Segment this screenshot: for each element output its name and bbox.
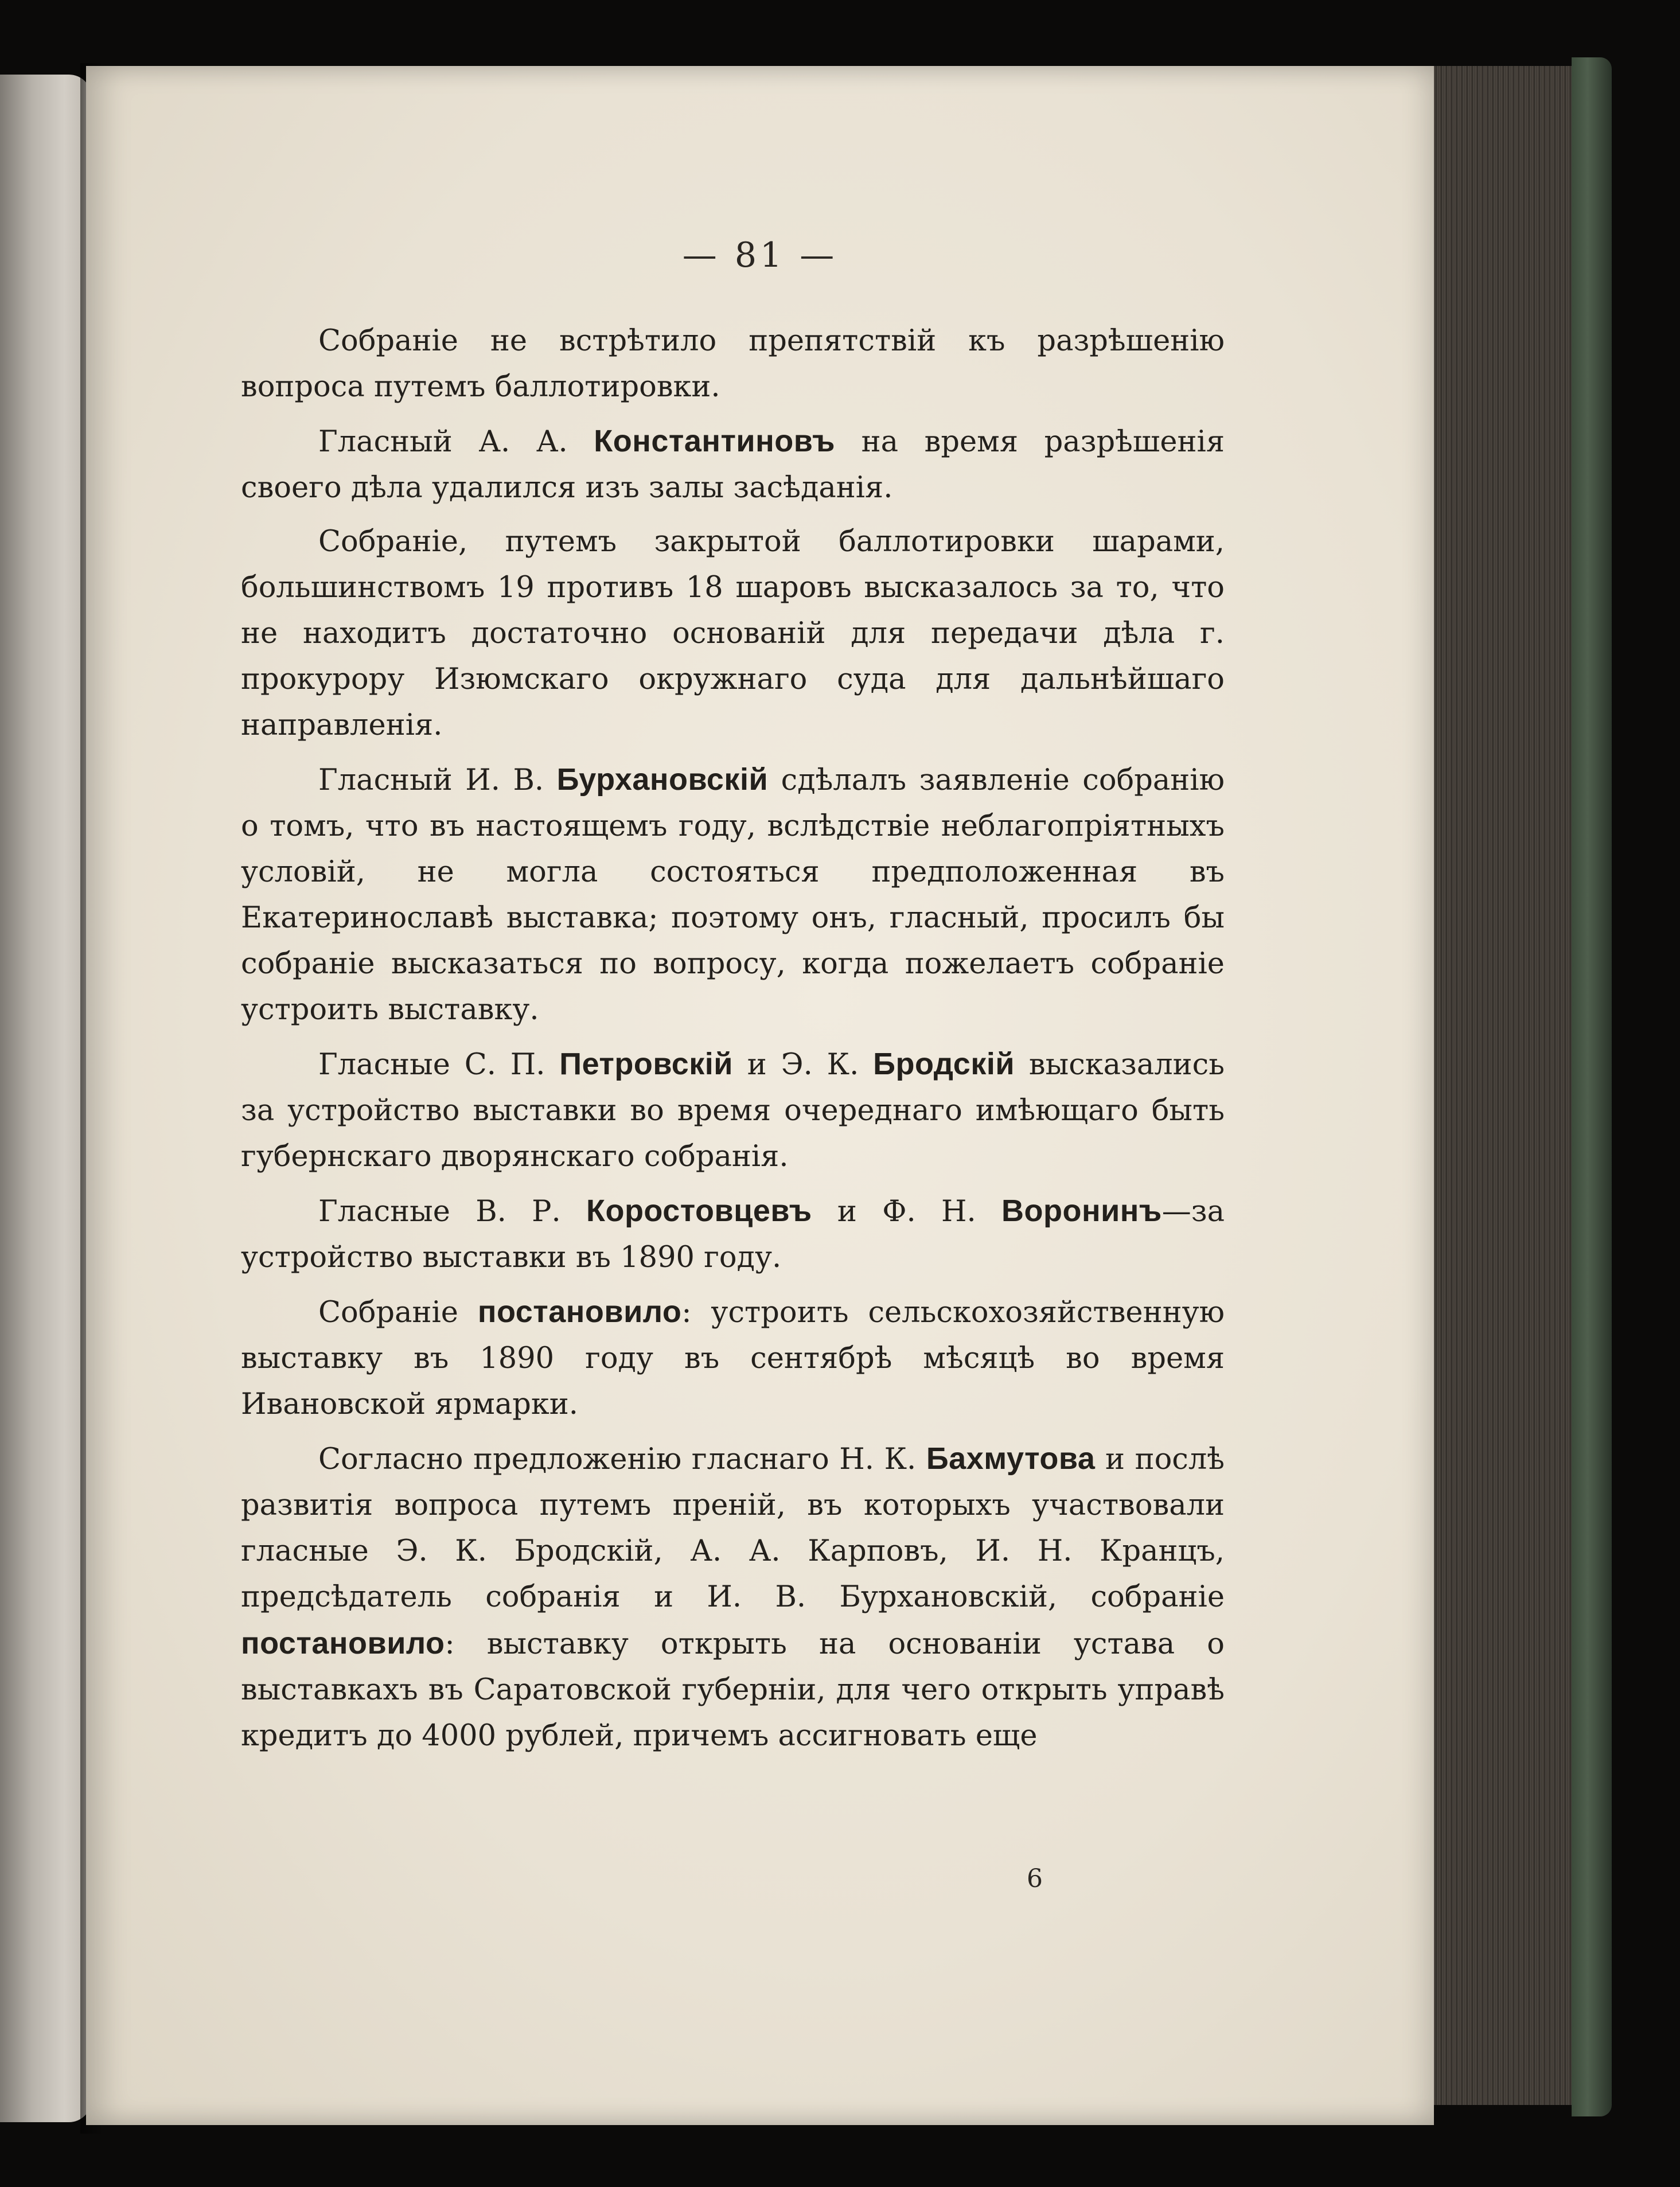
paragraph — [241, 757, 1225, 1033]
paragraph — [241, 519, 1225, 749]
text-run: и послѣ развитія вопроса путемъ преній, въ которыхъ участвовали гласные Э. К. Бродскій, А. А. Карповъ, И. Н. Кранцъ, предсѣдатель собранія и И. В. Бурхановскій, собраніе — [241, 1443, 1225, 1614]
text-run: Согласно предложенію гласнаго Н. К. — [318, 1443, 926, 1476]
previous-page-edge — [0, 75, 92, 2122]
resolution-emphasis: постановило — [241, 1626, 445, 1660]
text-run: : устроить сельскохозяйственную выставку въ 1890 году въ сентябрѣ мѣсяцѣ во время Ивановской ярмарки. — [241, 1296, 1225, 1421]
text-run: и Ф. Н. — [812, 1195, 1002, 1229]
surname-emphasis: Константиновъ — [594, 424, 835, 458]
text-run: Собраніе не встрѣтило препятствій къ разрѣшенію вопроса путемъ баллотировки. — [241, 324, 1225, 404]
text-run: Собраніе, путемъ закрытой баллотировки шарами, большинствомъ 19 противъ 18 шаровъ высказалось за то, что не находитъ достаточно основаній для передачи дѣла г. прокурору Изюмскаго окружнаго суда для дальнѣйшаго направленія. — [241, 525, 1225, 742]
paragraph — [241, 1188, 1225, 1281]
paragraph — [241, 318, 1225, 410]
signature-mark: 6 — [1027, 1864, 1043, 1893]
text-run: —за устройство выставки въ 1890 году. — [241, 1195, 1225, 1274]
text-run: Гласный А. А. — [318, 425, 594, 459]
surname-emphasis: Бахмутова — [926, 1441, 1096, 1476]
text-run: Гласные В. Р. — [318, 1195, 586, 1229]
surname-emphasis: Бурхановскій — [556, 762, 769, 797]
text-run: и Э. К. — [732, 1048, 874, 1082]
page-stack-edge — [1422, 66, 1595, 2105]
surname-emphasis: Коростовцевъ — [586, 1194, 812, 1228]
surname-emphasis: Петровскій — [559, 1047, 733, 1081]
text-run: сдѣлалъ заявленіе собранію о томъ, что въ настоящемъ году, вслѣдствіе неблагопріятныхъ условій, не могла состояться предположенная въ Екатеринославѣ выставка; поэтому онъ, гласный, просилъ бы собраніе высказаться по вопросу, когда пожелаетъ собраніе устроить выставку. — [241, 763, 1225, 1027]
text-run: : выставку открыть на основаніи устава о выставкахъ въ Саратовской губерніи, для чего открыть управѣ кредитъ до 4000 рублей, причемъ ассигновать еще — [241, 1627, 1225, 1753]
text-run: Гласный И. В. — [318, 763, 557, 797]
paragraph — [241, 1041, 1225, 1180]
page-number-header: — 81 — — [682, 235, 838, 275]
surname-emphasis: Воронинъ — [1001, 1194, 1162, 1228]
resolution-emphasis: постановило — [477, 1295, 682, 1329]
text-run: Собраніе — [318, 1296, 478, 1330]
book-page — [86, 66, 1434, 2125]
book-cover — [1572, 57, 1612, 2116]
page-body — [241, 318, 1225, 1767]
paragraph — [241, 1436, 1225, 1759]
paragraph — [241, 1289, 1225, 1428]
text-run: высказались за устройство выставки во время очереднаго имѣющаго быть губернскаго дворянскаго собранія. — [241, 1048, 1225, 1174]
surname-emphasis: Бродскій — [873, 1047, 1015, 1081]
paragraph — [241, 418, 1225, 511]
text-run: на время разрѣшенія своего дѣла удалился изъ залы засѣданія. — [241, 425, 1225, 505]
text-run: Гласные С. П. — [318, 1048, 560, 1082]
